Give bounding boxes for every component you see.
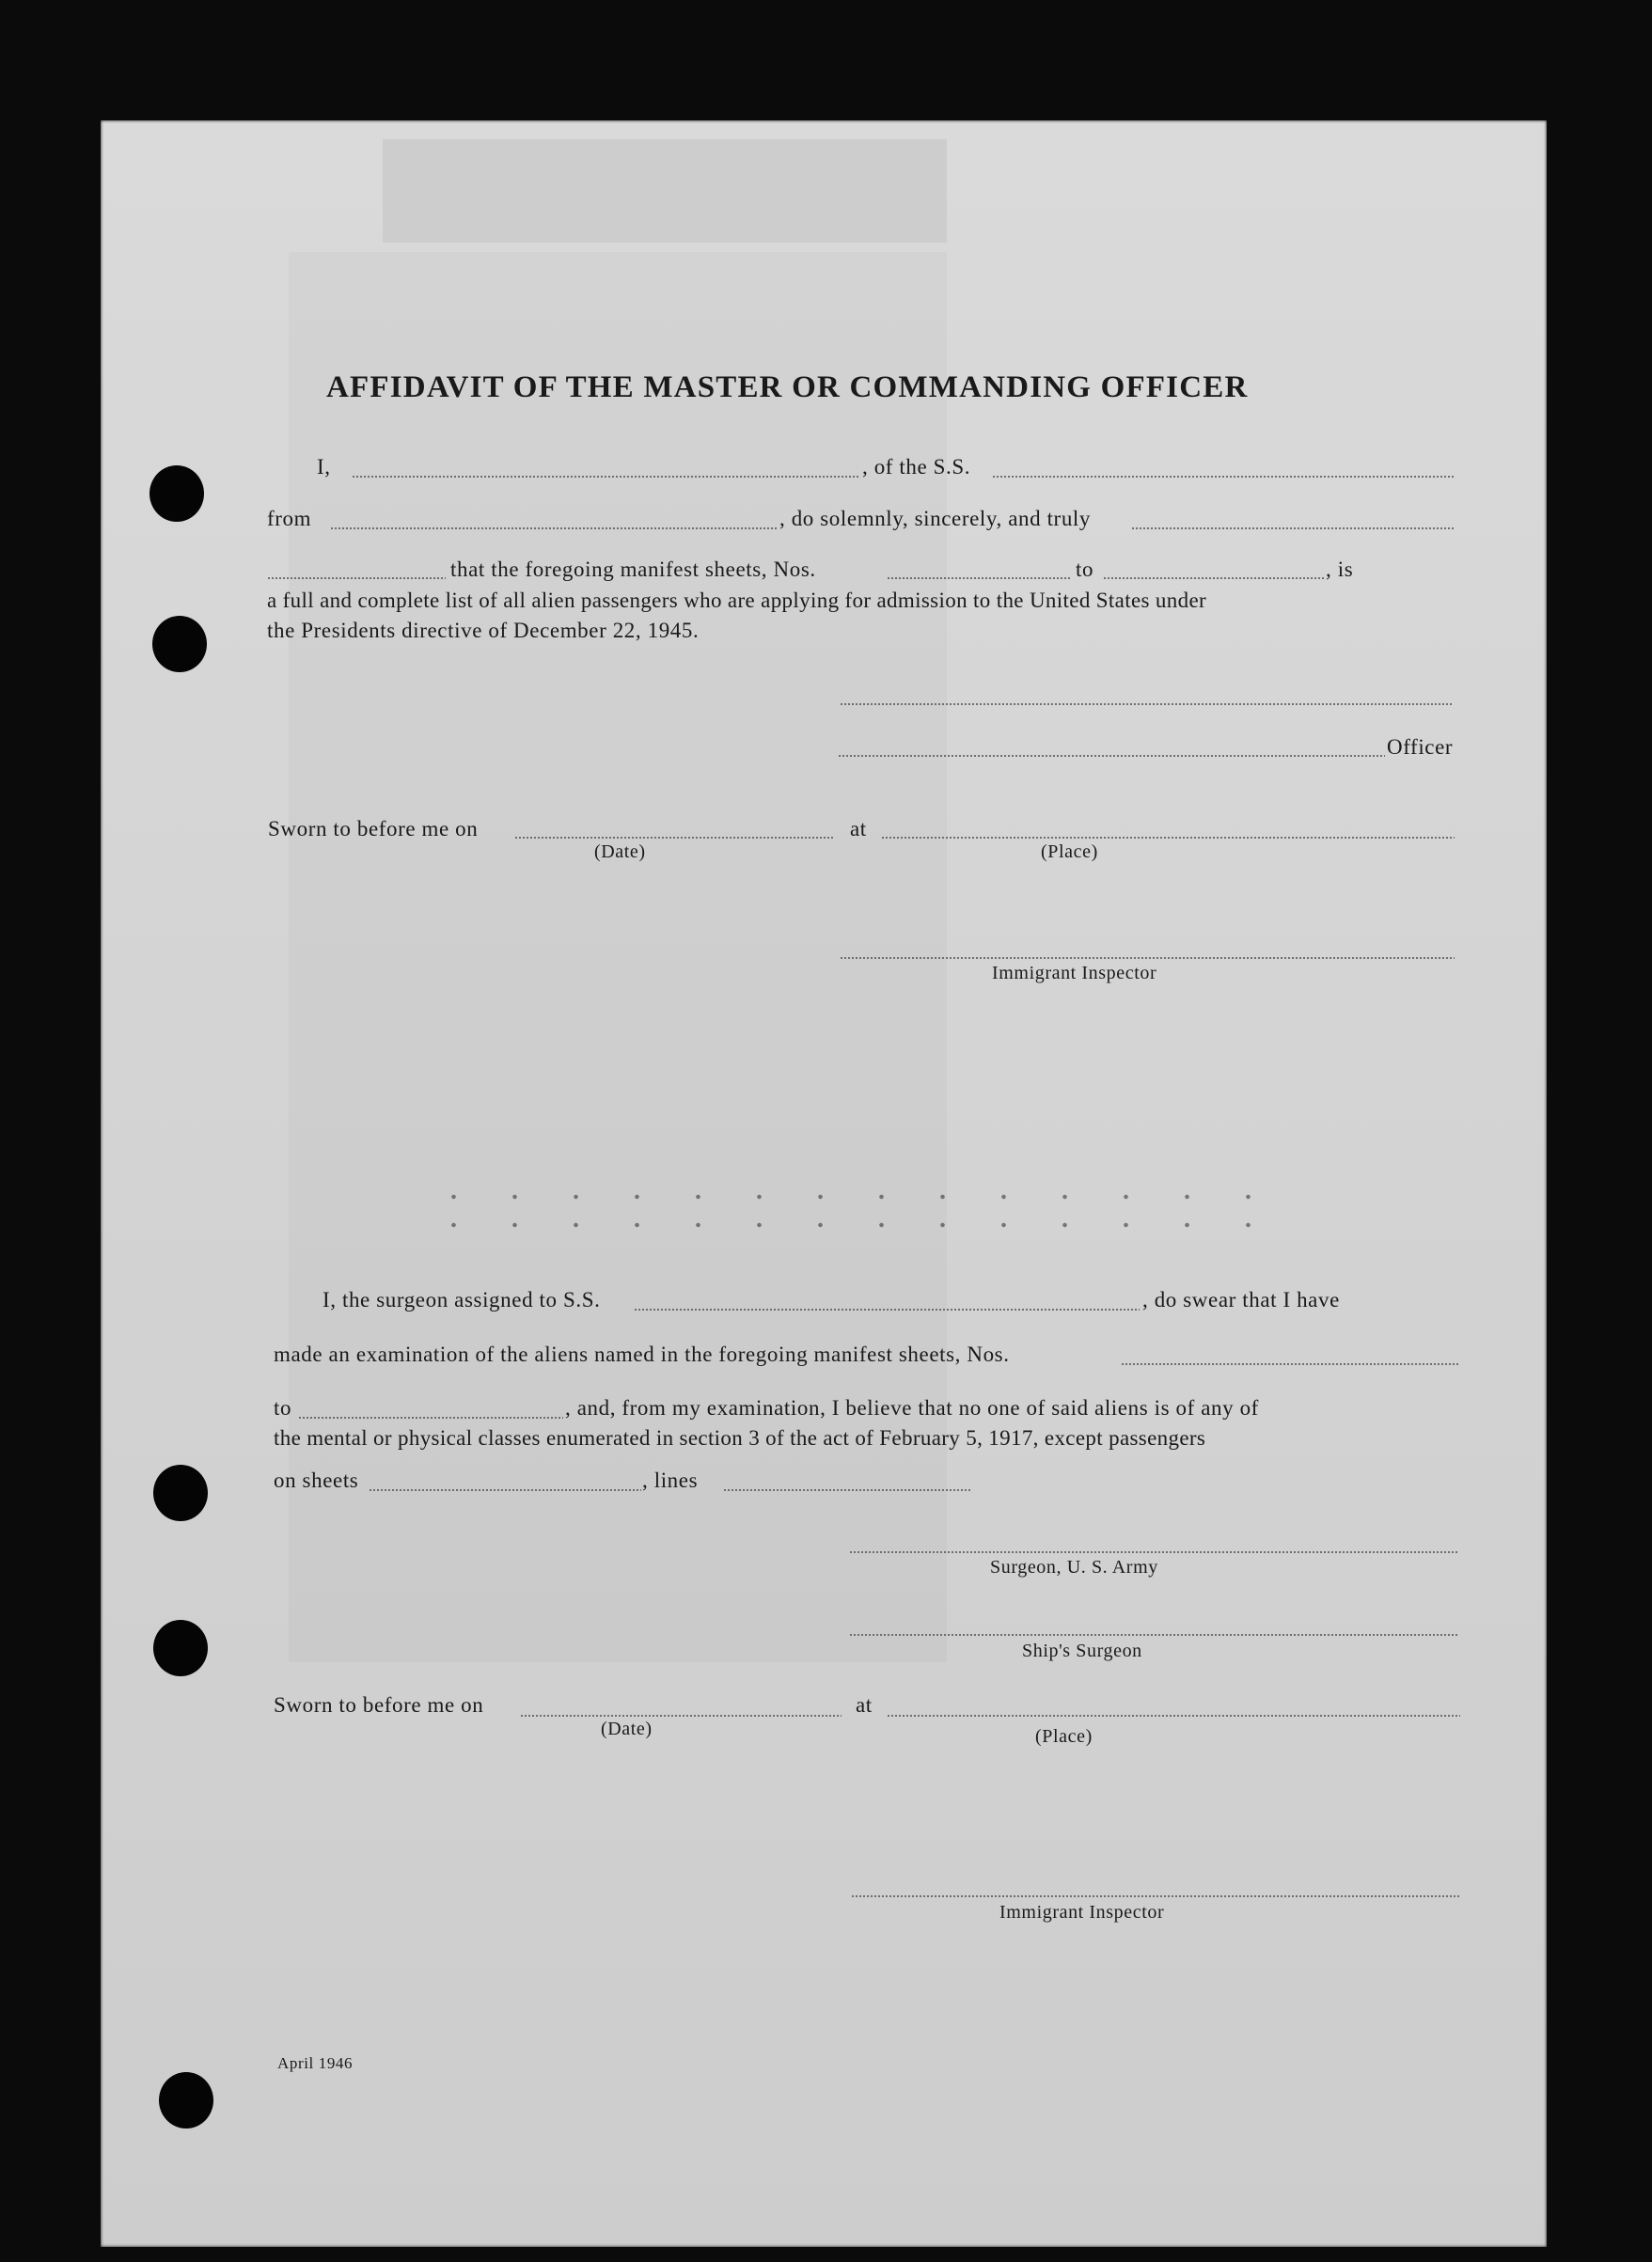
surgeon-ship-field[interactable] (634, 1309, 1140, 1311)
sworn-label: Sworn to before me on (268, 817, 479, 840)
master-line3-to: to (1076, 558, 1094, 581)
surgeon-line1-end: , do swear that I have (1142, 1288, 1340, 1312)
surgeon-line4: the mental or physical classes enumerated in section 3 of the act of February 5, 1917, except passengers (274, 1426, 1206, 1450)
punch-hole (153, 1620, 208, 1676)
surgeon-sworn-place-field[interactable] (887, 1715, 1460, 1717)
ship-surgeon-label: Ship's Surgeon (1022, 1641, 1142, 1661)
army-surgeon-signature-field[interactable] (849, 1551, 1458, 1553)
surgeon-sworn-date-field[interactable] (520, 1715, 842, 1717)
surgeon-line3-end: , and, from my examination, I believe that no one of said aliens is of any of (565, 1396, 1259, 1420)
oath-field[interactable] (1131, 527, 1455, 529)
master-line3-mid: that the foregoing manifest sheets, Nos. (450, 558, 816, 581)
surgeon-inspector-label: Immigrant Inspector (999, 1902, 1165, 1923)
sworn-date-field[interactable] (514, 837, 834, 839)
ship-surgeon-signature-field[interactable] (849, 1634, 1458, 1636)
punch-hole (153, 1465, 208, 1521)
surgeon-sheets-from-field[interactable] (1121, 1363, 1459, 1365)
exception-lines-field[interactable] (723, 1489, 971, 1491)
inspector-signature-field[interactable] (840, 957, 1455, 959)
officer-signature-field[interactable] (838, 755, 1385, 757)
exception-sheets-field[interactable] (369, 1489, 641, 1491)
form-title: AFFIDAVIT OF THE MASTER OR COMMANDING OFFICER (326, 370, 1249, 404)
at-label: at (850, 817, 867, 840)
surgeon-line3-start: to (274, 1396, 292, 1420)
surgeon-line5-start: on sheets (274, 1469, 359, 1492)
date-caption: (Date) (594, 841, 646, 862)
surgeon-line2: made an examination of the aliens named in the foregoing manifest sheets, Nos. (274, 1343, 1010, 1366)
master-line4: a full and complete list of all alien passengers who are applying for admission to the United States under (267, 589, 1207, 612)
place-caption: (Place) (1041, 841, 1098, 862)
punch-hole (159, 2072, 213, 2128)
surgeon-inspector-signature-field[interactable] (851, 1895, 1460, 1897)
bleed-through-header (383, 139, 947, 243)
master-line1-start: I, (317, 455, 331, 479)
inspector-label: Immigrant Inspector (992, 963, 1157, 983)
port-from-field[interactable] (330, 527, 778, 529)
army-surgeon-label: Surgeon, U. S. Army (990, 1557, 1158, 1578)
punch-hole (152, 616, 207, 672)
surgeon-place-caption: (Place) (1035, 1726, 1093, 1747)
bleed-through-dot-grid (423, 1183, 1288, 1249)
sworn-place-field[interactable] (881, 837, 1455, 839)
officer-label: Officer (1387, 735, 1454, 759)
surgeon-sworn-label: Sworn to before me on (274, 1693, 484, 1717)
master-line2-mid: , do solemnly, sincerely, and truly (779, 507, 1092, 530)
master-line2-start: from (267, 507, 312, 530)
form-revision-date: April 1946 (277, 2054, 354, 2072)
sheets-to-field[interactable] (1103, 577, 1325, 579)
surgeon-line5-mid: , lines (642, 1469, 699, 1492)
oath-continuation-field[interactable] (267, 577, 446, 579)
master-line3-end: , is (1326, 558, 1354, 581)
ship-name-field[interactable] (992, 476, 1455, 478)
surgeon-date-caption: (Date) (601, 1719, 653, 1739)
master-name-field[interactable] (352, 476, 859, 478)
signature-line-1[interactable] (840, 703, 1453, 705)
sheets-from-field[interactable] (887, 577, 1071, 579)
master-line1-mid: , of the S.S. (862, 455, 971, 479)
surgeon-line1-start: I, the surgeon assigned to S.S. (323, 1288, 601, 1312)
surgeon-at-label: at (856, 1693, 873, 1717)
punch-hole (149, 465, 204, 522)
surgeon-sheets-to-field[interactable] (298, 1417, 563, 1419)
master-line5: the Presidents directive of December 22, 1945. (267, 619, 700, 642)
